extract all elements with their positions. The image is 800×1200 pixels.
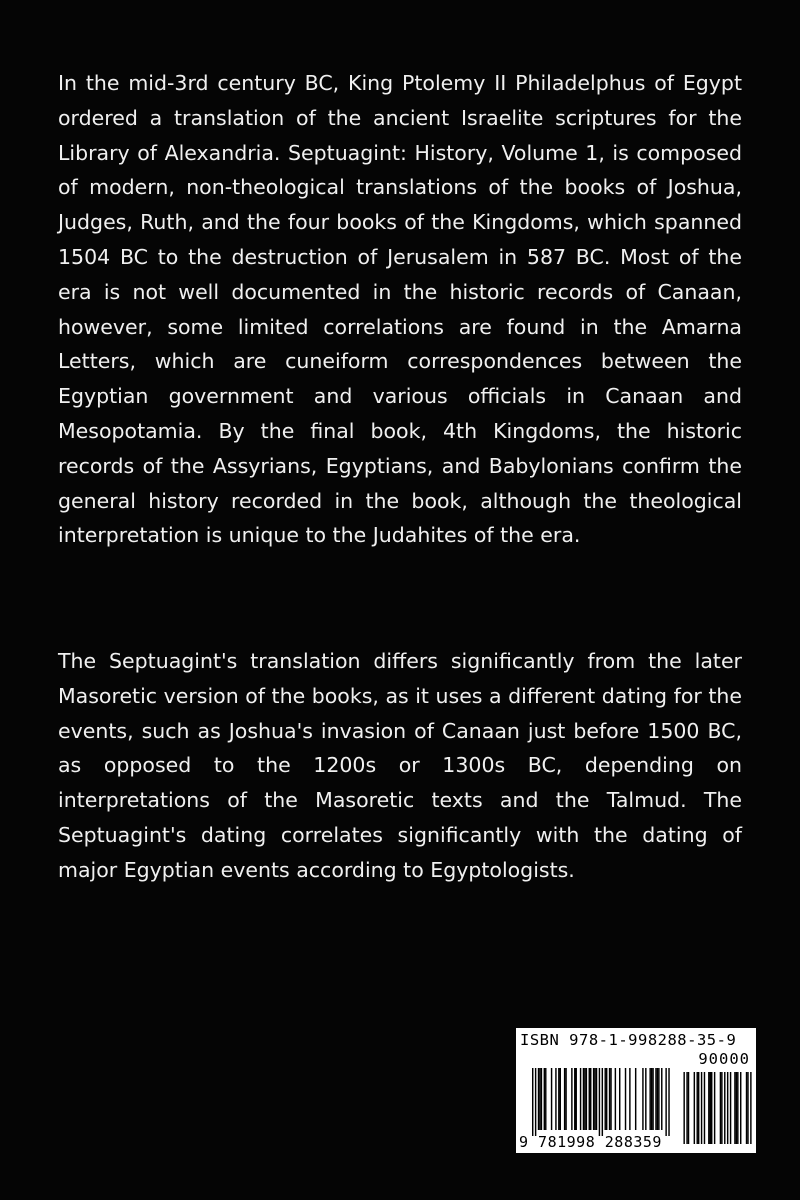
addon-bar bbox=[710, 1072, 711, 1144]
addon-bar bbox=[737, 1072, 738, 1144]
addon-bar bbox=[711, 1072, 712, 1144]
barcode-bar bbox=[558, 1068, 559, 1130]
barcode-bar bbox=[615, 1068, 616, 1130]
barcode-bar bbox=[619, 1068, 620, 1130]
barcode-bar bbox=[594, 1068, 595, 1130]
barcode-bar bbox=[625, 1068, 626, 1130]
barcode-bar bbox=[593, 1068, 594, 1130]
barcode-bar bbox=[590, 1068, 591, 1130]
barcode-bar bbox=[635, 1068, 636, 1130]
addon-bar bbox=[688, 1072, 689, 1144]
addon-bar bbox=[724, 1072, 725, 1144]
addon-bar bbox=[701, 1072, 702, 1144]
barcode-bar bbox=[610, 1068, 611, 1130]
barcode-guard-bar bbox=[668, 1068, 669, 1136]
barcode-bar bbox=[560, 1068, 561, 1130]
barcode-bar bbox=[655, 1068, 656, 1130]
addon-bar bbox=[704, 1072, 705, 1144]
addon-bar bbox=[746, 1072, 747, 1144]
barcode-guard-bar bbox=[599, 1068, 600, 1136]
barcode-bar bbox=[584, 1068, 585, 1130]
addon-bar bbox=[747, 1072, 748, 1144]
barcode-bar bbox=[574, 1068, 575, 1130]
barcode-bar bbox=[605, 1068, 606, 1130]
barcode-bar bbox=[596, 1068, 597, 1130]
addon-bar bbox=[720, 1072, 721, 1144]
isbn-barcode bbox=[516, 1028, 756, 1153]
barcode-bar bbox=[642, 1068, 643, 1130]
addon-bar bbox=[694, 1072, 695, 1144]
barcode-guard-bar bbox=[665, 1068, 666, 1136]
barcode-bar bbox=[580, 1068, 581, 1130]
barcode-bar bbox=[651, 1068, 652, 1130]
description-paragraph-2: The Septuagint's translation differs significantly from the later Masoretic version of the books, as it uses a different dating for the events, such as Joshua's invasion of Canaan just before 1500 BC, as opposed to the 1200s or 1300s BC, depending on interpretations of the Masoretic texts and the Talmud. The Septuagint's dating correlates significantly with the dating of major Egyptian events according to Egyptologists. bbox=[58, 649, 742, 882]
barcode-bar bbox=[565, 1068, 566, 1130]
isbn-label: ISBN 978-1-998288-35-9 bbox=[520, 1031, 737, 1049]
barcode-bar bbox=[658, 1068, 659, 1130]
barcode-bar bbox=[571, 1068, 572, 1130]
barcode-bar bbox=[609, 1068, 610, 1130]
barcode-bar bbox=[539, 1068, 540, 1130]
barcode-bar bbox=[555, 1068, 556, 1130]
barcode-bar bbox=[551, 1068, 552, 1130]
addon-bar bbox=[721, 1072, 722, 1144]
addon-bar bbox=[730, 1072, 731, 1144]
addon-bar bbox=[686, 1072, 687, 1144]
barcode-bar bbox=[586, 1068, 587, 1130]
addon-bar bbox=[683, 1072, 684, 1144]
barcode-bar bbox=[545, 1068, 546, 1130]
barcode-guard-bar bbox=[535, 1068, 536, 1136]
barcode-guard-bar bbox=[602, 1068, 603, 1136]
ean-digits: 9 781998 288359 bbox=[519, 1133, 662, 1151]
barcode-bar bbox=[657, 1068, 658, 1130]
barcode-bar bbox=[564, 1068, 565, 1130]
addon-bar bbox=[727, 1072, 728, 1144]
barcode-bar bbox=[544, 1068, 545, 1130]
barcode-bar bbox=[629, 1068, 630, 1130]
addon-bar bbox=[740, 1072, 741, 1144]
price-code: 90000 bbox=[698, 1050, 750, 1068]
barcode-bar bbox=[645, 1068, 646, 1130]
addon-bar bbox=[697, 1072, 698, 1144]
barcode-bar bbox=[661, 1068, 662, 1130]
barcode-bar bbox=[538, 1068, 539, 1130]
addon-bar bbox=[698, 1072, 699, 1144]
barcode-bar bbox=[652, 1068, 653, 1130]
addon-bar bbox=[734, 1072, 735, 1144]
addon-bar bbox=[714, 1072, 715, 1144]
addon-bar bbox=[750, 1072, 751, 1144]
barcode-bar bbox=[576, 1068, 577, 1130]
barcode-bar bbox=[589, 1068, 590, 1130]
barcode-guard-bar bbox=[532, 1068, 533, 1136]
addon-bar bbox=[736, 1072, 737, 1144]
barcode-bar bbox=[541, 1068, 542, 1130]
barcode-bar bbox=[649, 1068, 650, 1130]
description-paragraph-1: In the mid-3rd century BC, King Ptolemy II Philadelphus of Egypt ordered a translation of the ancient Israelite scriptures for the Library of Alexandria. Septuagint: History, Volume 1, is composed of modern, non-theological translations of the books of Joshua, Judges, Ruth, and the four books of the Kingdoms, which spanned 1504 BC to the destruction of Jerusalem in 587 BC. Most of the era is not well documented in the historic records of Canaan, however, some limited correlations are found in the Amarna Letters, which are cuneiform correspondences between the Egyptian government and various officials in Canaan and Mesopotamia. By the final book, 4th Kingdoms, the historic records of the Assyrians, Egyptians, and Babylonians confirm the general history recorded in the book, although the theological interpretation is unique to the Judahites of the era. bbox=[58, 71, 742, 548]
barcode-bar bbox=[583, 1068, 584, 1130]
addon-bar bbox=[708, 1072, 709, 1144]
barcode-bar bbox=[606, 1068, 607, 1130]
